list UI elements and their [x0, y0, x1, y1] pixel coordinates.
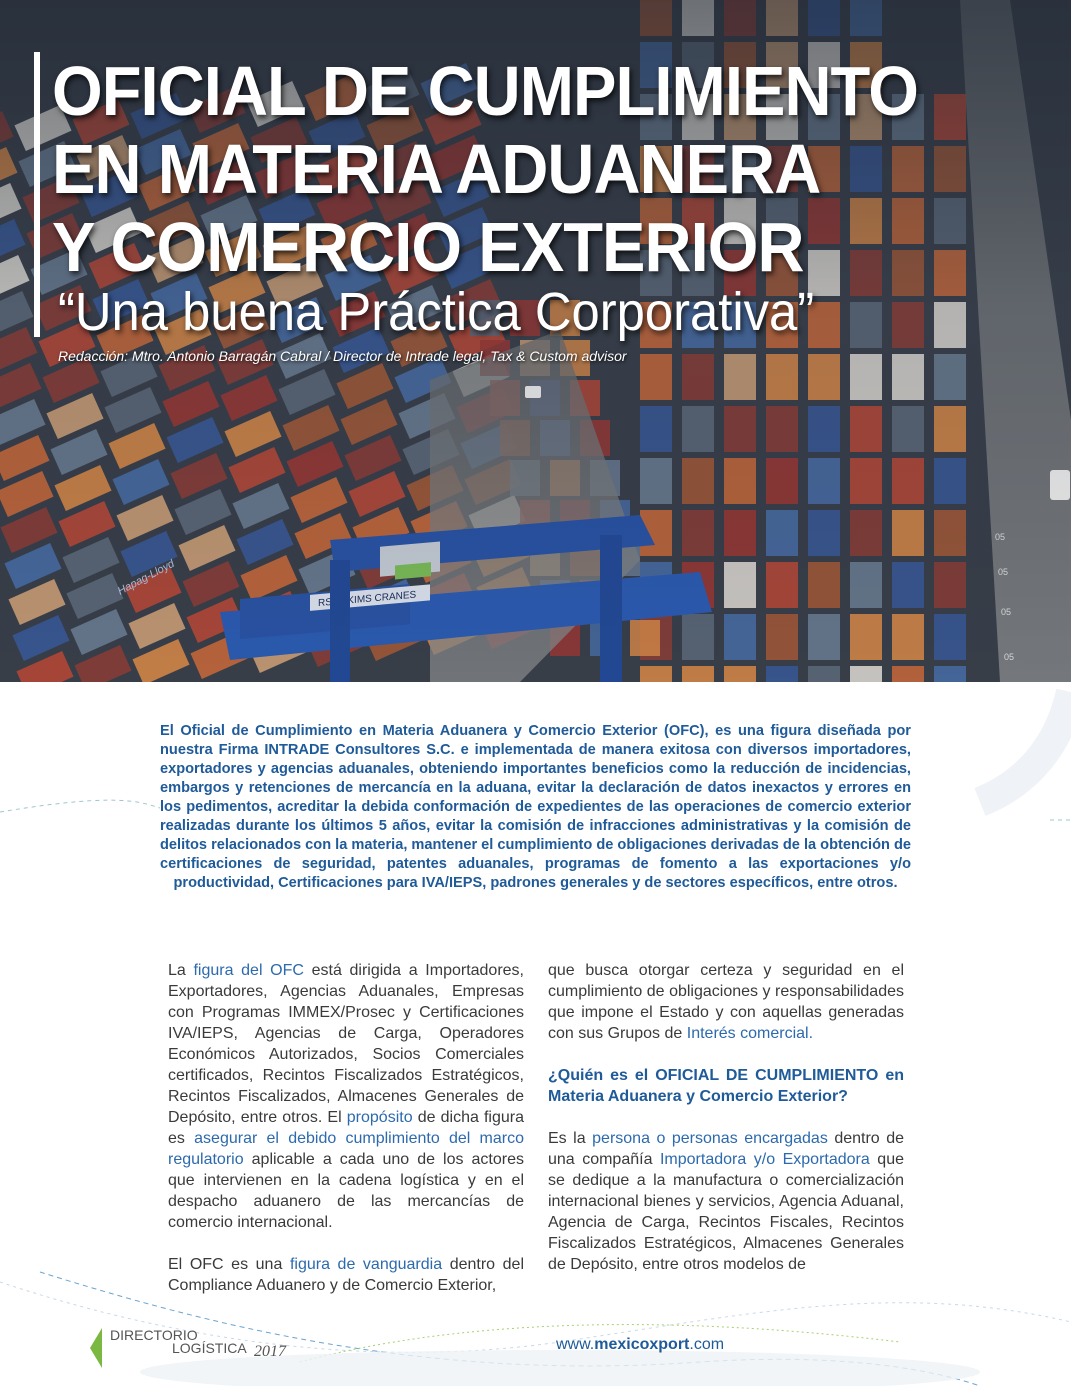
link-persona-encargada: persona o personas encargadas	[592, 1130, 828, 1147]
paragraph-ofc-vanguardia: El OFC es una figura de vanguardia dentro del Compliance Aduanero y de Comercio Exterior,	[168, 1256, 524, 1294]
right-column	[548, 960, 904, 1296]
title-accent-bar	[34, 52, 40, 337]
svg-text:DIRECTORIO: DIRECTORIO	[110, 1327, 198, 1343]
svg-text:2017: 2017	[254, 1343, 286, 1360]
link-importadora-exportadora: Importadora y/o Exportadora	[659, 1151, 870, 1168]
hero-photo	[0, 0, 1071, 682]
paragraph-ofc-audience: La figura del OFC está dirigida a Importadores, Exportadores, Agencias Aduanales, Empresas con Programas IMMEX/Prosec y Certificaciones IVA/IEPS, Agencias de Carga, Operadores Económicos Autorizados, Socios Comerciales certificados, Recintos Fiscalizados Estratégicos, Recintos Fiscalizados, Almacenes Generales de Depósito, entre otros. El propósito de dicha figura es asegurar el debido cumplimiento del marco regulatorio aplicable a cada uno de los actores que intervienen en la cadena logística y en el despacho aduanero de las mercancías de comercio internacional.	[168, 962, 525, 1231]
section-heading-quien-es: ¿Quién es el OFICIAL DE CUMPLIMIENTO en Materia Aduanera y Comercio Exterior?	[548, 1067, 904, 1105]
title-line-1: OFICIAL DE CUMPLIMIENTO	[52, 52, 918, 130]
paragraph-persona-encargada: Es la persona o personas encargadas dentro de una compañía Importadora y/o Exportadora que se dedique a la manufactura o comercialización internacional bienes y servicios, Agencia Aduanal, Agencia de Carga, Recintos Fiscales, Recintos Fiscalizados Estratégicos, Almacenes Generales de Depósito, entre otros modelos de	[548, 1130, 905, 1273]
subtitle: “Una buena Práctica Corporativa”	[58, 282, 815, 342]
website-link[interactable]: www.mexicoxport.com	[556, 1336, 725, 1353]
svg-text:LOGÍSTICA: LOGÍSTICA	[172, 1340, 247, 1356]
directorio-logistica-logo	[88, 1322, 308, 1372]
link-proposito: propósito	[346, 1109, 413, 1126]
link-interes-comercial: Interés comercial.	[686, 1025, 814, 1042]
link-figura-vanguardia: figura de vanguardia	[289, 1256, 443, 1273]
title-line-3: Y COMERCIO EXTERIOR	[52, 208, 804, 286]
paragraph-certeza: que busca otorgar certeza y seguridad en el cumplimiento de obligaciones y responsabilidades que impone el Estado y con aquellas generadas con sus Grupos de Interés comercial.	[548, 962, 904, 1042]
page-title	[52, 52, 918, 286]
byline: Redacción: Mtro. Antonio Barragán Cabral / Director de Intrade legal, Tax & Custom advisor	[58, 348, 627, 364]
link-asegurar-cumplimiento: asegurar el debido cumplimiento del marco regulatorio	[168, 1130, 525, 1168]
link-figura-ofc: figura del OFC	[193, 962, 304, 979]
logo-arrow-icon	[90, 1328, 102, 1368]
intro-paragraph: El Oficial de Cumplimiento en Materia Aduanera y Comercio Exterior (OFC), es una figura diseñada por nuestra Firma INTRADE Consultores S.C. e implementada de manera exitosa con diversos importadores, exportadores y agencias aduanales, obteniendo importantes beneficios como la reducción de incidencias, embargos y retenciones de mercancía en la aduana, evitar la declaración de datos inexactos y errores en los pedimentos, acreditar la debida conformación de expedientes de las operaciones de comercio exterior realizadas durante los últimos 5 años, evitar la comisión de infracciones administrativas y la comisión de delitos relacionados con la materia, mantener el cumplimiento de obligaciones derivadas de la obtención de certificaciones de seguridad, patentes aduanales, programas de fomento a las exportaciones y/o productividad, Certificaciones para IVA/IEPS, padrones generales y de sectores específicos, entre otros.	[160, 723, 911, 891]
title-line-2: EN MATERIA ADUANERA	[52, 130, 821, 208]
left-column	[168, 960, 524, 1317]
